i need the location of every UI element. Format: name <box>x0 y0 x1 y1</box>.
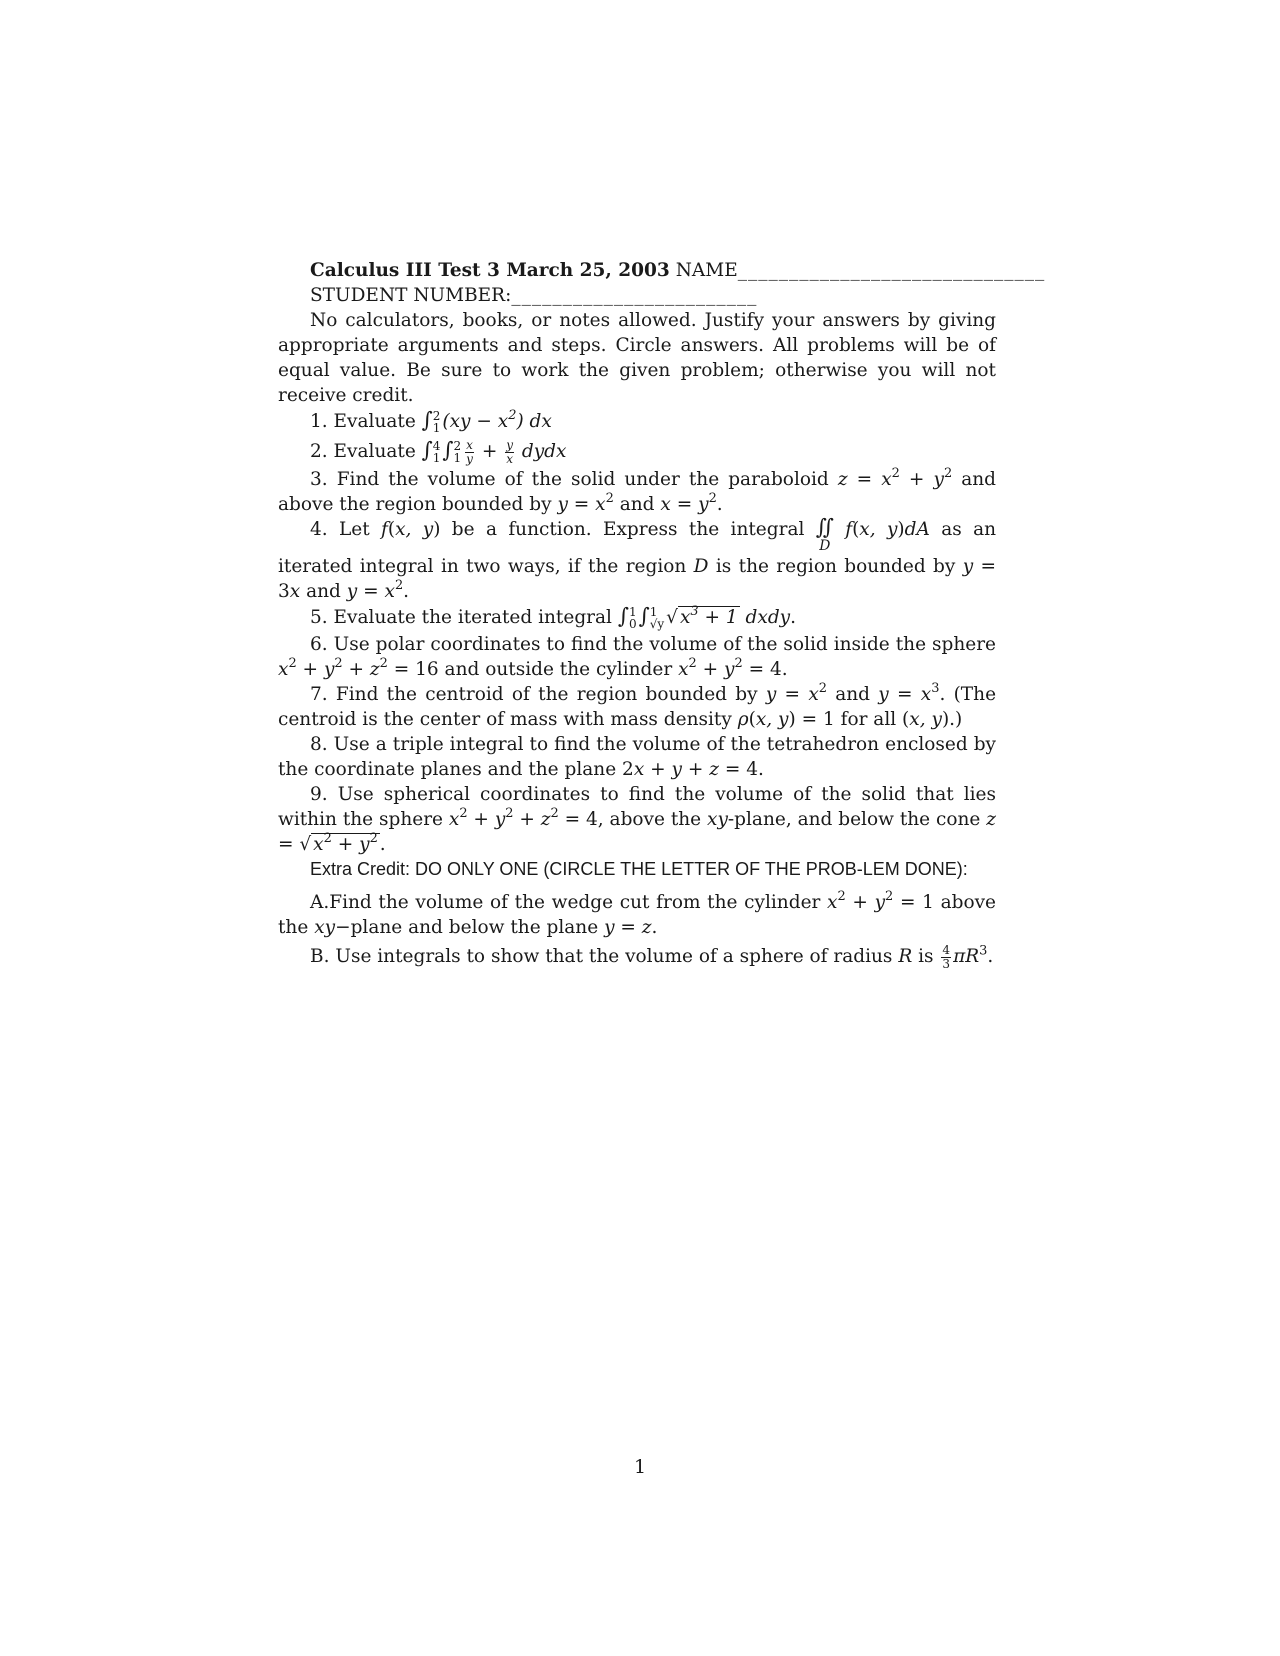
problem-1-integral: ∫ 2 1 $(xy - x^2)$ dx <box>421 408 552 435</box>
student-number-line <box>278 283 996 308</box>
problem-2-integral: ∫ 4 1 ∫ 2 1 $\frac{x}{y}$ + $\frac{y}{x}$ dydx <box>421 437 567 466</box>
student-number-blank: ________________________ <box>511 285 758 306</box>
problem-6: 6. Use polar coordinates to find the volume of the solid inside the sphere $x^2 + y^2 + z^2 = 16$ and outside the cylinder $x^2 + y^2 = 4$. <box>278 634 996 681</box>
problem-7: 7. Find the centroid of the region bounded by $y = x^2$ and $y = x^3$. (The centroid is the center of mass with mass density ρ(x, y) = 1 for all (x, y).) <box>278 681 997 731</box>
exam-title: Calculus III Test 3 March 25, 2003 <box>310 260 670 281</box>
student-number-label: STUDENT NUMBER: <box>310 285 512 306</box>
extra-credit-heading: Extra Credit: DO ONLY ONE (CIRCLE THE LETTER OF THE PROB-LEM DONE): <box>310 859 968 880</box>
extra-credit-a: A.Find the volume of the wedge cut from the cylinder $x^2 + y^2 = 1$ above the xy−plane and below the plane y = z. <box>278 889 997 939</box>
name-label: NAME <box>675 260 738 281</box>
title-line <box>278 258 1046 283</box>
problem-2: 2. Evaluate ∫ 4 1 ∫ 2 1 $\frac{x}{y}$ + $\frac{y}{x}$ dydx <box>310 437 567 466</box>
problem-5-integral: ∫ 1 0 ∫ 1 √y √ $x^3 + 1$ dxdy <box>617 604 791 632</box>
problem-1: 1. Evaluate ∫ 2 1 $(xy - x^2)$ dx <box>310 408 552 435</box>
instructions: No calculators, books, or notes allowed. Justify your answers by giving appropriate arguments and steps. Circle answers. All problems will be of equal value. Be sure to work the given problem; otherwise you will not receive credit. <box>278 310 996 406</box>
exam-content <box>278 258 1046 971</box>
problem-5: 5. Evaluate the iterated integral ∫ 1 0 ∫ 1 √y √ $x^3 + 1$ dxdy. <box>310 604 796 632</box>
name-blank: ______________________________ <box>737 260 1046 281</box>
problem-3: 3. Find the volume of the solid under the paraboloid $z = x^2 + y^2$ and above the region bounded by $y = x^2$ and $x = y^2$. <box>278 466 997 516</box>
problem-4: 4. Let f(x, y) be a function. Express the integral ∬ D f(x, y)dA as an iterated integral in two ways, if the region D is the region bounded by y = 3x and $y = x^2$. <box>278 515 997 603</box>
problem-9: 9. Use spherical coordinates to find the volume of the solid that lies within the sphere $x^2 + y^2 + z^2 = 4$, above the xy-plane, and below the cone z = √ $x^2 + y^2$ . <box>278 784 996 856</box>
double-integral-symbol: ∬ D <box>815 515 834 555</box>
problem-8: 8. Use a triple integral to find the volume of the tetrahedron enclosed by the coordinate planes and the plane 2x + y + z = 4. <box>278 734 996 781</box>
page-number: 1 <box>633 1456 647 1478</box>
extra-credit-b: B. Use integrals to show that the volume of a sphere of radius R is $\frac{4}{3}$ $\pi R^3$. <box>310 943 994 971</box>
